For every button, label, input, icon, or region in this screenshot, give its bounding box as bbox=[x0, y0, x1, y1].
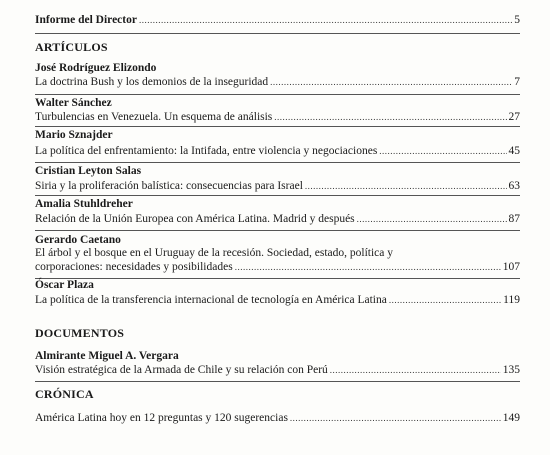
divider bbox=[35, 278, 520, 279]
dot-leader bbox=[389, 294, 501, 307]
dot-leader bbox=[330, 364, 501, 377]
entry-title-line2: corporaciones: necesidades y posibilidades bbox=[35, 261, 233, 273]
divider bbox=[35, 162, 520, 163]
entry-title: Turbulencias en Venezuela. Un esquema de análisis bbox=[35, 111, 273, 123]
entry-title: Relación de la Unión Europea con América Latina. Madrid y después bbox=[35, 213, 355, 225]
entry-author: Gerardo Caetano bbox=[35, 234, 121, 246]
entry-page: 7 bbox=[514, 76, 520, 88]
toc-entry bbox=[35, 76, 520, 89]
section-heading-cronica: CRÓNICA bbox=[35, 387, 94, 401]
toc-entry bbox=[35, 294, 520, 307]
dot-leader bbox=[270, 76, 512, 89]
toc-entry bbox=[35, 111, 520, 124]
dot-leader bbox=[305, 180, 507, 193]
entry-page: 87 bbox=[508, 213, 520, 225]
entry-title: Informe del Director bbox=[35, 14, 137, 26]
entry-page: 27 bbox=[508, 111, 520, 123]
toc-entry bbox=[35, 213, 520, 226]
dot-leader bbox=[379, 145, 506, 158]
entry-title: La política del enfrentamiento: la Intifada, entre violencia y negociaciones bbox=[35, 145, 378, 157]
entry-title: Visión estratégica de la Armada de Chile y su relación con Perú bbox=[35, 364, 328, 376]
entry-page: 107 bbox=[502, 261, 520, 273]
entry-title: Siria y la proliferación balística: consecuencias para Israel bbox=[35, 180, 303, 192]
entry-author: José Rodríguez Elizondo bbox=[35, 62, 157, 74]
divider bbox=[35, 33, 520, 34]
toc-entry bbox=[35, 180, 520, 193]
entry-page: 45 bbox=[508, 145, 520, 157]
dot-leader bbox=[274, 111, 506, 124]
entry-page: 119 bbox=[503, 294, 520, 306]
dot-leader bbox=[290, 412, 501, 425]
toc-entry bbox=[35, 412, 520, 425]
entry-author: Cristian Leyton Salas bbox=[35, 165, 142, 177]
entry-author: Mario Sznajder bbox=[35, 129, 113, 141]
toc-entry bbox=[35, 364, 520, 377]
divider bbox=[35, 94, 520, 95]
toc-entry bbox=[35, 261, 520, 274]
section-heading-articulos: ARTÍCULOS bbox=[35, 40, 108, 54]
section-heading-documentos: DOCUMENTOS bbox=[35, 326, 125, 340]
divider bbox=[35, 230, 520, 231]
divider bbox=[35, 381, 520, 382]
entry-title: América Latina hoy en 12 preguntas y 120 sugerencias bbox=[35, 412, 288, 424]
entry-page: 135 bbox=[502, 364, 520, 376]
entry-page: 63 bbox=[508, 180, 520, 192]
dot-leader bbox=[139, 14, 512, 27]
dot-leader bbox=[357, 213, 507, 226]
entry-title-line1: El árbol y el bosque en el Uruguay de la recesión. Sociedad, estado, política y bbox=[35, 247, 393, 259]
entry-title: La doctrina Bush y los demonios de la inseguridad bbox=[35, 76, 269, 88]
entry-title: La política de la transferencia internacional de tecnología en América Latina bbox=[35, 294, 387, 306]
dot-leader bbox=[235, 261, 501, 274]
toc-entry-director bbox=[35, 14, 520, 27]
toc-entry bbox=[35, 145, 520, 158]
entry-author: Walter Sánchez bbox=[35, 97, 112, 109]
entry-author: Óscar Plaza bbox=[35, 279, 94, 291]
entry-author: Almirante Miguel A. Vergara bbox=[35, 350, 179, 362]
entry-author: Amalia Stuhldreher bbox=[35, 198, 133, 210]
entry-page: 5 bbox=[514, 14, 520, 26]
divider bbox=[35, 126, 520, 127]
entry-page: 149 bbox=[502, 412, 520, 424]
divider bbox=[35, 195, 520, 196]
